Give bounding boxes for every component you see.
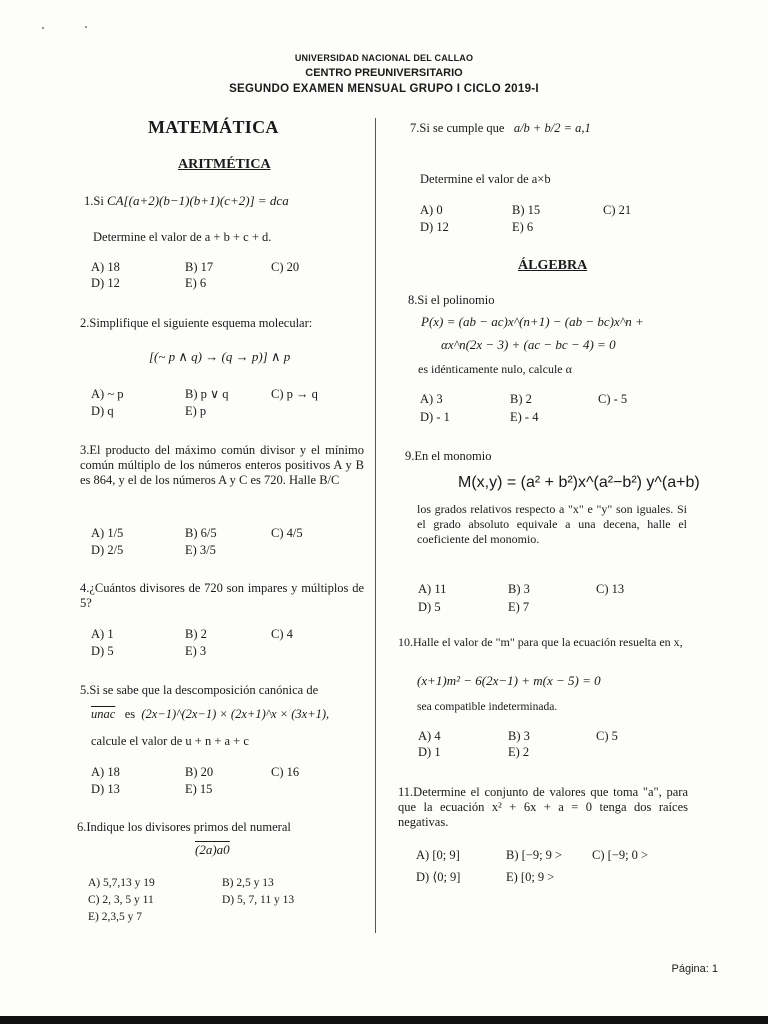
column-divider	[375, 118, 376, 933]
bottom-edge	[0, 1016, 768, 1024]
question-lead: Si	[93, 194, 104, 208]
option-d[interactable]: D) - 1	[420, 410, 450, 424]
option-a[interactable]: A) 5,7,13 y 19	[88, 877, 155, 889]
option-e[interactable]: E) 2,3,5 y 7	[88, 911, 142, 923]
question-4	[80, 581, 364, 611]
question-8-prompt: es idénticamente nulo, calcule α	[418, 362, 572, 376]
option-e[interactable]: E) 15	[185, 782, 213, 796]
question-number: 6.	[77, 820, 87, 834]
question-formula: CA[(a+2)(b−1)(b+1)(c+2)] = dca	[106, 193, 289, 208]
question-number: 3.	[80, 443, 90, 457]
option-a[interactable]: A) 1	[91, 627, 114, 641]
question-7-prompt: Determine el valor de a×b	[420, 172, 551, 186]
option-c[interactable]: C) 2, 3, 5 y 11	[88, 894, 154, 906]
question-3	[80, 443, 364, 488]
question-2	[80, 316, 364, 331]
scan-speck	[42, 27, 44, 29]
option-c[interactable]: C) 20	[271, 260, 300, 274]
option-a[interactable]: A) 1/5	[91, 526, 124, 540]
question-8-formula-line-2: αx^n(2x − 3) + (ac − bc − 4) = 0	[441, 337, 616, 352]
question-number: 5.	[80, 683, 90, 697]
section-arithmetic: ARITMÉTICA	[178, 157, 271, 172]
question-text: ¿Cuántos divisores de 720 son impares y múltiplos de 5?	[80, 581, 364, 610]
question-text: Si se sabe que la descomposición canónica de	[89, 683, 319, 697]
option-b[interactable]: B) 2	[185, 627, 207, 641]
question-number: 11.	[398, 785, 414, 799]
option-d[interactable]: D) 5	[91, 644, 114, 658]
question-text: Indique los divisores primos del numeral	[86, 820, 291, 834]
option-e[interactable]: E) p	[185, 404, 207, 418]
option-e[interactable]: E) 3/5	[185, 543, 216, 557]
question-text: Determine el conjunto de valores que toma "a", para que la ecuación x² + 6x + a = 0 tenga dos raíces negativas.	[398, 785, 688, 829]
option-d[interactable]: D) 1	[418, 745, 441, 759]
question-6	[77, 820, 367, 835]
option-c[interactable]: C) 5	[596, 729, 618, 743]
option-c[interactable]: C) - 5	[598, 392, 628, 406]
question-9-formula: M(x,y) = (a² + b²)x^(a²−b²) y^(a+b)	[458, 474, 700, 491]
question-6-numeral: (2a)a0	[195, 842, 230, 857]
option-b[interactable]: B) 3	[508, 729, 530, 743]
option-c[interactable]: C) 21	[603, 203, 632, 217]
option-e[interactable]: E) 2	[508, 745, 530, 759]
option-b[interactable]: B) p ∨ q	[185, 387, 229, 401]
question-8	[408, 293, 698, 308]
question-10-formula: (x+1)m² − 6(2x−1) + m(x − 5) = 0	[417, 673, 601, 688]
question-10	[398, 635, 690, 650]
question-text: Simplifique el siguiente esquema molecular:	[89, 316, 313, 330]
question-number: 2.	[80, 316, 90, 330]
option-d[interactable]: D) 12	[420, 220, 449, 234]
option-a[interactable]: A) 3	[420, 392, 443, 406]
option-d[interactable]: D) ⟨0; 9]	[416, 870, 461, 884]
option-a[interactable]: A) 4	[418, 729, 441, 743]
option-b[interactable]: B) 6/5	[185, 526, 217, 540]
option-d[interactable]: D) q	[91, 404, 114, 418]
option-b[interactable]: B) 2	[510, 392, 532, 406]
option-a[interactable]: A) [0; 9]	[416, 848, 460, 862]
option-e[interactable]: E) 6	[185, 276, 207, 290]
option-d[interactable]: D) 13	[91, 782, 120, 796]
question-text: En el monomio	[414, 449, 492, 463]
option-a[interactable]: A) 11	[418, 582, 447, 596]
option-c[interactable]: C) 4	[271, 627, 293, 641]
option-d[interactable]: D) 5, 7, 11 y 13	[222, 894, 295, 906]
question-number: 7.	[410, 121, 420, 135]
option-a[interactable]: A) 18	[91, 260, 120, 274]
question-5-prompt: calcule el valor de u + n + a + c	[91, 734, 249, 748]
question-number: 10.	[398, 635, 413, 649]
question-text: El producto del máximo común divisor y el mínimo común múltiplo de los números enteros positivos A y B es 864, y el de los números A y C es 720. Halle B/C	[80, 443, 364, 487]
question-number: 1.	[84, 194, 94, 208]
option-b[interactable]: B) [−9; 9 >	[506, 848, 563, 862]
question-5-decomposition	[91, 707, 371, 722]
center-name: CENTRO PREUNIVERSITARIO	[305, 67, 463, 79]
option-c[interactable]: C) 13	[596, 582, 625, 596]
option-e[interactable]: E) - 4	[510, 410, 539, 424]
option-b[interactable]: B) 3	[508, 582, 530, 596]
option-e[interactable]: E) 6	[512, 220, 534, 234]
question-7	[410, 121, 710, 136]
option-c[interactable]: C) [−9; 0 >	[592, 848, 649, 862]
option-c[interactable]: C) p → q	[271, 387, 318, 401]
question-10-prompt: sea compatible indeterminada.	[417, 701, 558, 713]
question-1	[84, 193, 364, 209]
question-number: 9.	[405, 449, 415, 463]
exam-title: SEGUNDO EXAMEN MENSUAL GRUPO I CICLO 2019-I	[229, 83, 539, 95]
question-8-formula-line-1: P(x) = (ab − ac)x^(n+1) − (ab − bc)x^n +	[421, 314, 644, 329]
question-text: Si se cumple que	[419, 121, 505, 135]
option-a[interactable]: A) ~ p	[91, 387, 124, 401]
option-d[interactable]: D) 12	[91, 276, 120, 290]
university-name: UNIVERSIDAD NACIONAL DEL CALLAO	[294, 53, 474, 63]
section-algebra: ÁLGEBRA	[518, 258, 588, 273]
subject-title: MATEMÁTICA	[148, 117, 279, 137]
option-b[interactable]: B) 17	[185, 260, 214, 274]
option-b[interactable]: B) 2,5 y 13	[222, 877, 274, 889]
option-d[interactable]: D) 2/5	[91, 543, 124, 557]
option-b[interactable]: B) 15	[512, 203, 541, 217]
question-number: 4.	[80, 581, 90, 595]
question-2-formula: [(~ p ∧ q) → (q → p)] ∧ p	[149, 349, 291, 364]
option-e[interactable]: E) 3	[185, 644, 207, 658]
numeral: unac	[91, 707, 116, 721]
option-a[interactable]: A) 0	[420, 203, 443, 217]
question-9-prompt: los grados relativos respecto a "x" e "y" son iguales. Si el grado absoluto equivale a una decena, halle el coeficiente del monomio.	[417, 502, 687, 546]
question-text: Halle el valor de "m" para que la ecuación resuelta en x,	[413, 635, 683, 649]
option-c[interactable]: C) 16	[271, 765, 300, 779]
question-9	[405, 449, 695, 464]
connector: es	[124, 707, 136, 721]
question-11	[398, 785, 688, 830]
question-formula: (2x−1)^(2x−1) × (2x+1)^x × (3x+1),	[141, 707, 330, 721]
question-number: 8.	[408, 293, 418, 307]
option-d[interactable]: D) 5	[418, 600, 441, 614]
option-c[interactable]: C) 4/5	[271, 526, 303, 540]
page-number: Página: 1	[671, 963, 718, 975]
question-formula: a/b + b/2 = a,1	[513, 121, 591, 135]
option-e[interactable]: E) 7	[508, 600, 530, 614]
option-b[interactable]: B) 20	[185, 765, 214, 779]
question-text: Si el polinomio	[417, 293, 495, 307]
option-a[interactable]: A) 18	[91, 765, 120, 779]
question-1-text: Determine el valor de a + b + c + d.	[93, 230, 272, 244]
question-5	[80, 683, 370, 698]
scan-speck	[85, 26, 87, 28]
option-e[interactable]: E) [0; 9 >	[506, 870, 555, 884]
